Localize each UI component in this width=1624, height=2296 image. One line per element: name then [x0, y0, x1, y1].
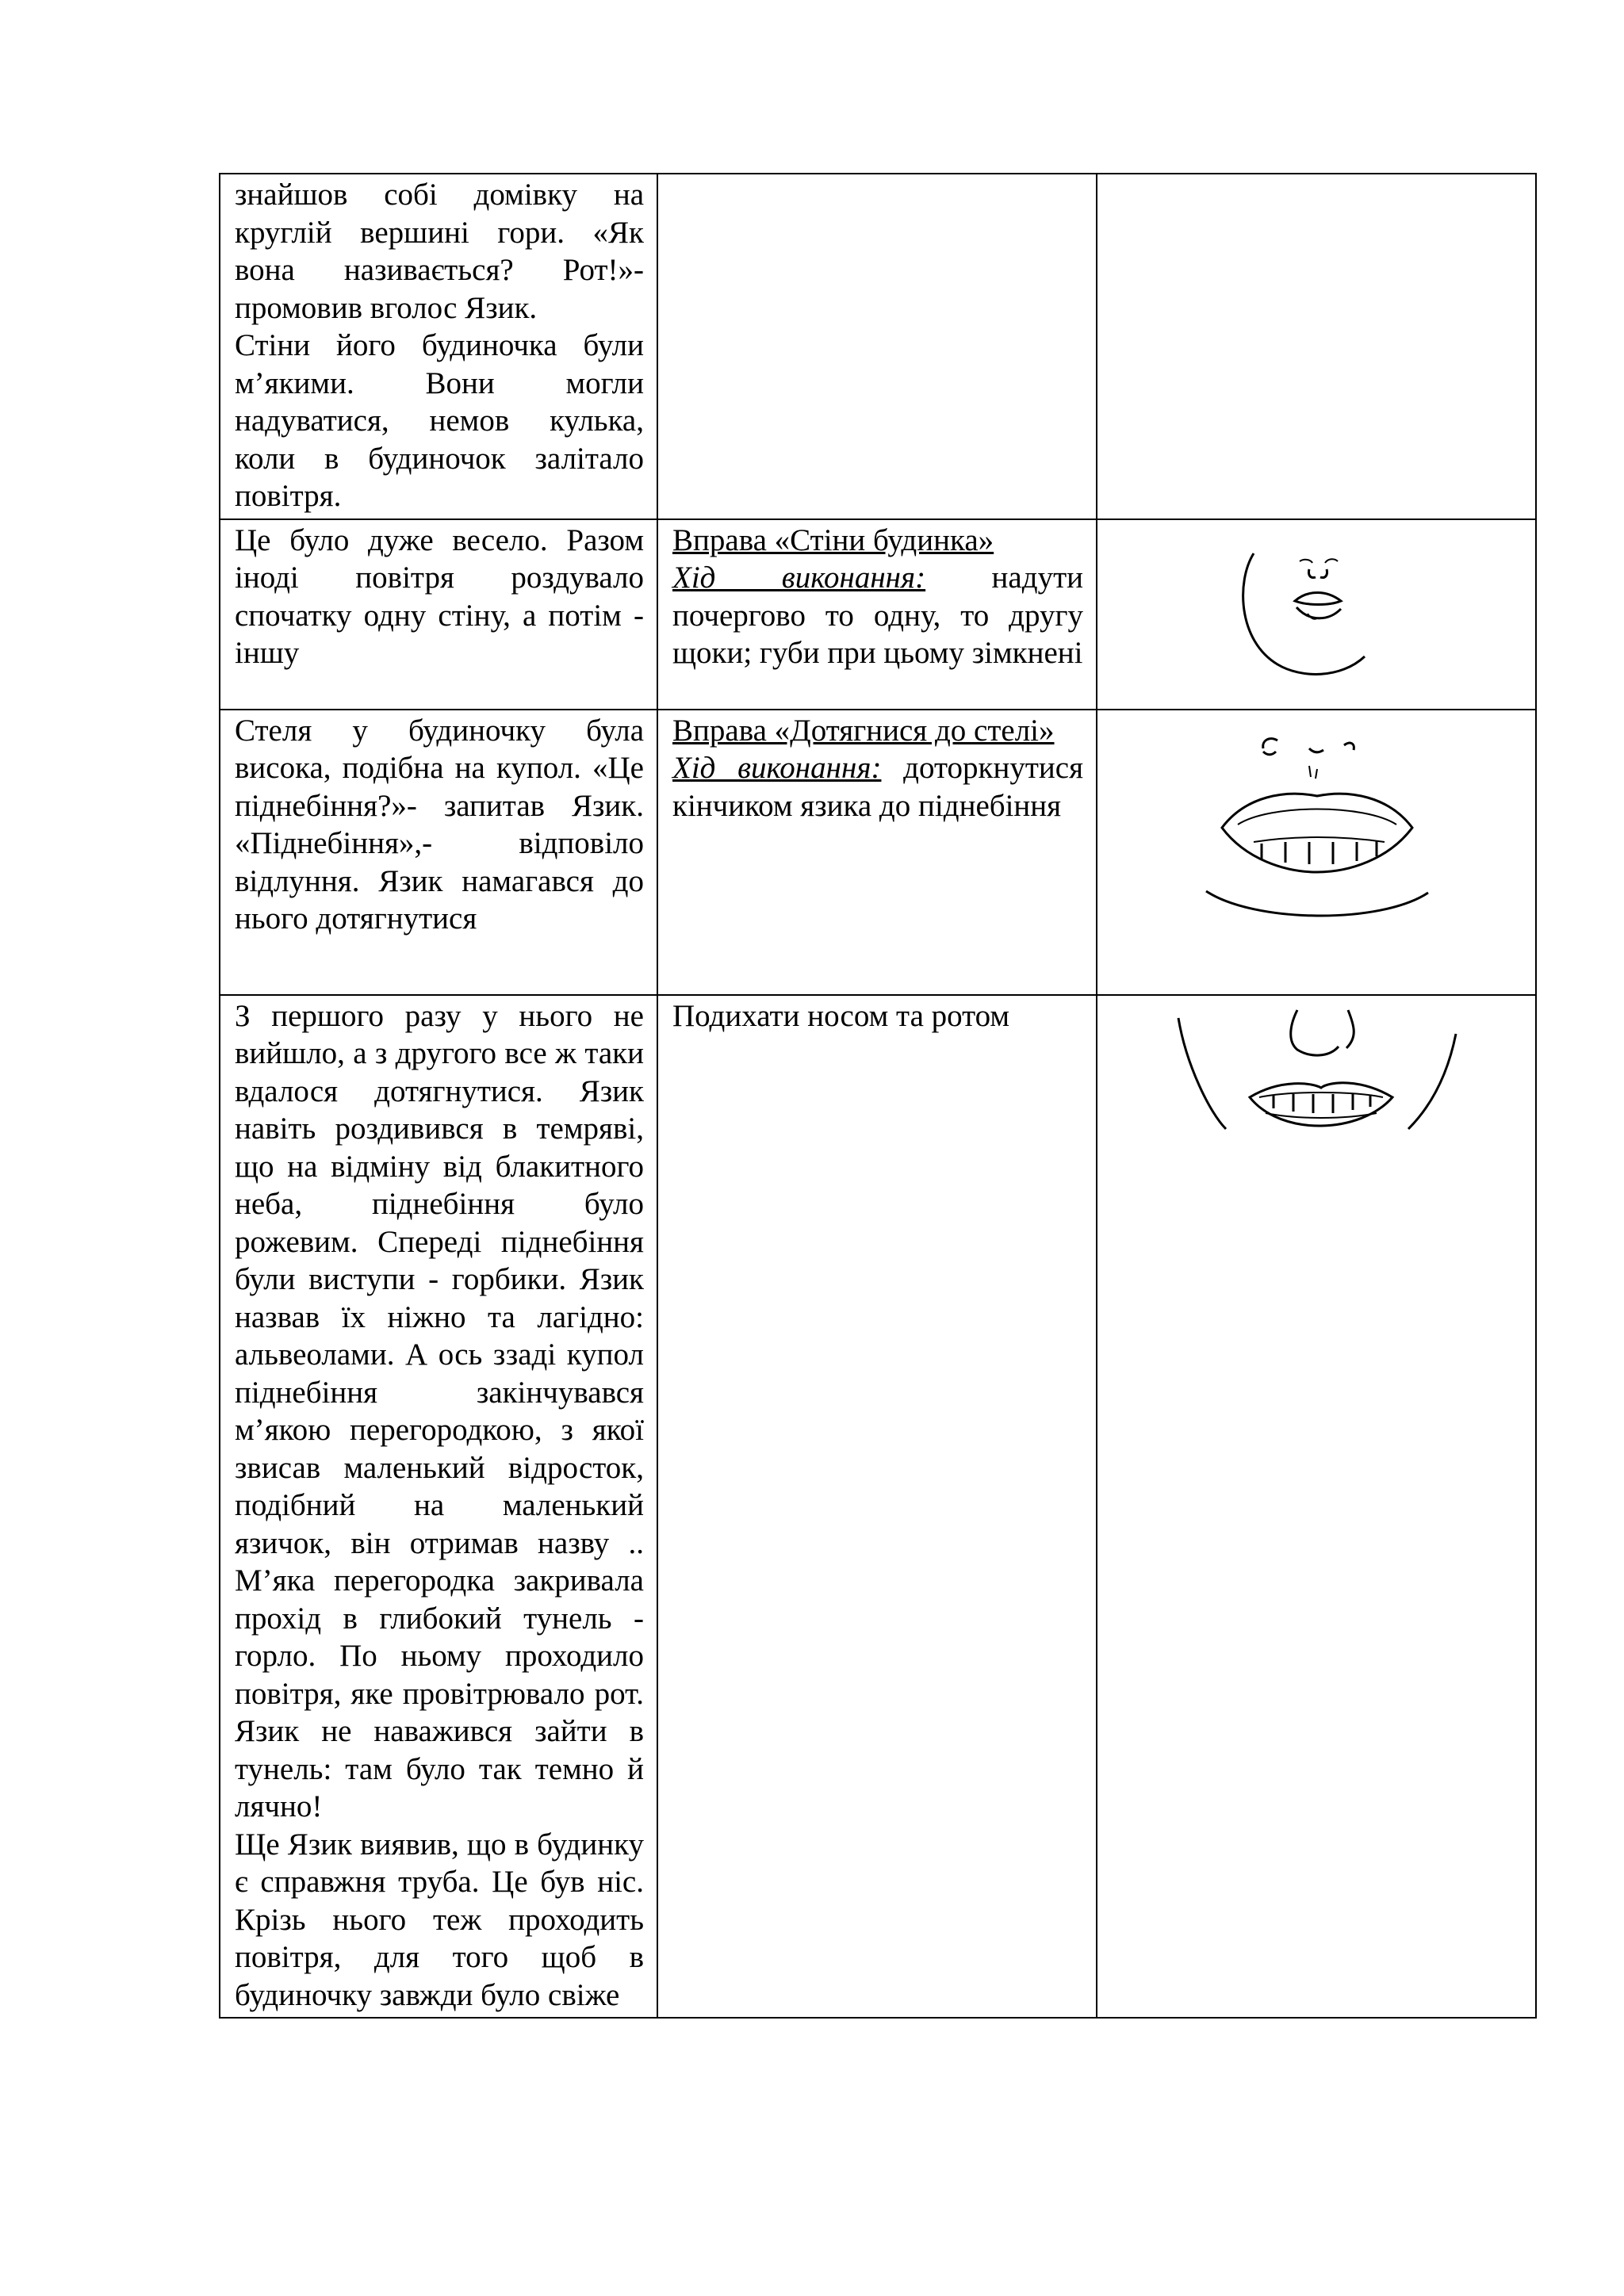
puffed-cheeks-face-icon — [1222, 545, 1412, 688]
table-row — [220, 710, 1536, 995]
table-row — [220, 995, 1536, 2019]
how-to-text: надути почергово то одну, то другу щоки; губи при цьому зімкнені — [672, 561, 1083, 670]
story-cell — [220, 519, 657, 710]
story-paragraph: Стеля у будиночку була висока, подібна на купол. «Це піднебіння?»- запитав Язик. «Піднебіння»,- відповіло відлуння. Язик намагався до нього дотягнутися — [235, 713, 644, 936]
story-cell — [220, 995, 657, 2019]
story-paragraph: Ще Язик виявив, що в будинку є справжня труба. Це був ніс. Крізь нього теж проходить повітря, для того щоб в будиночку завжди було свіже — [235, 1827, 644, 2012]
exercise-cell — [657, 174, 1097, 519]
exercise-title: Вправа «Дотягнися до стелі» — [672, 713, 1055, 748]
illustration-cell — [1097, 710, 1536, 995]
exercise-cell — [657, 995, 1097, 2019]
story-cell — [220, 710, 657, 995]
smiling-mouth-nose-icon — [1170, 1002, 1464, 1169]
exercise-title: Вправа «Стіни будинка» — [672, 522, 994, 557]
story-cell — [220, 174, 657, 519]
exercise-text: Подихати носом та ротом — [672, 998, 1010, 1033]
how-to-label: Хід виконання: — [672, 751, 882, 785]
story-paragraph: Це було дуже весело. Разом іноді повітря роздувало спочатку одну стіну, а потім - іншу — [235, 522, 644, 670]
how-to-text: доторкнутися кінчиком язика до піднебіння — [672, 751, 1084, 823]
story-paragraph: Стіни його будиночка були м’якими. Вони могли надуватися, немов кулька, коли в будиночок залітало повітря. — [235, 328, 644, 513]
table-row — [220, 519, 1536, 710]
story-paragraph: знайшов собі домівку на круглій вершині гори. «Як вона називається? Рот!»- промовив вголос Язик. — [235, 178, 644, 325]
how-to-label: Хід виконання: — [672, 561, 926, 595]
open-mouth-teeth-icon — [1174, 717, 1460, 947]
exercise-table — [219, 173, 1537, 2019]
exercise-cell — [657, 710, 1097, 995]
illustration-cell — [1097, 995, 1536, 2019]
exercise-cell — [657, 519, 1097, 710]
story-paragraph: З першого разу у нього не вийшло, а з другого все ж таки вдалося дотягнутися. Язик навіть роздивився в темряві, що на відміну від блакитного неба, піднебіння було рожевим. Спереді піднебіння були виступи - горбики. Язик назвав їх ніжно та лагідно: альвеолами. А ось ззаді купол піднебіння закінчувався м’якою перегородкою, з якої звисав маленький відросток, подібний на маленький язичок, він отримав назву .. М’яка перегородка закривала прохід в глибокий тунель - горло. По ньому проходило повітря, яке провітрювало рот. Язик не наважився зайти в тунель: там було так темно й лячно! — [235, 998, 644, 1823]
illustration-cell — [1097, 519, 1536, 710]
table-row — [220, 174, 1536, 519]
illustration-cell — [1097, 174, 1536, 519]
